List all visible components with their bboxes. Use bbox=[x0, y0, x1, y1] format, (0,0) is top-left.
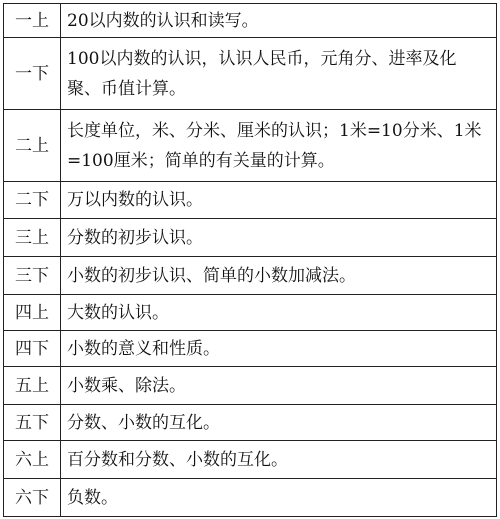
table-row bbox=[4, 4, 497, 38]
grade-cell: 四上 bbox=[4, 295, 61, 331]
grade-cell: 三下 bbox=[4, 257, 61, 295]
table-row bbox=[4, 405, 497, 441]
curriculum-table bbox=[3, 3, 497, 517]
grade-cell: 五上 bbox=[4, 367, 61, 405]
content-cell: 负数。 bbox=[61, 479, 497, 517]
grade-cell: 五下 bbox=[4, 405, 61, 441]
table-row bbox=[4, 182, 497, 219]
content-cell: 20以内数的认识和读写。 bbox=[61, 4, 497, 38]
table-row bbox=[4, 257, 497, 295]
table-row bbox=[4, 331, 497, 367]
content-cell: 百分数和分数、小数的互化。 bbox=[61, 441, 497, 479]
grade-cell: 一上 bbox=[4, 4, 61, 38]
grade-cell: 一下 bbox=[4, 38, 61, 110]
grade-cell: 四下 bbox=[4, 331, 61, 367]
content-cell: 100以内数的认识，认识人民币，元角分、进率及化聚、币值计算。 bbox=[61, 38, 497, 110]
table-row bbox=[4, 295, 497, 331]
table-row bbox=[4, 38, 497, 110]
content-cell: 大数的认识。 bbox=[61, 295, 497, 331]
table-row bbox=[4, 479, 497, 517]
grade-cell: 六下 bbox=[4, 479, 61, 517]
table-row bbox=[4, 441, 497, 479]
grade-cell: 三上 bbox=[4, 219, 61, 257]
content-cell: 万以内数的认识。 bbox=[61, 182, 497, 219]
content-cell: 小数的意义和性质。 bbox=[61, 331, 497, 367]
grade-cell: 二下 bbox=[4, 182, 61, 219]
table-row bbox=[4, 219, 497, 257]
table-row bbox=[4, 110, 497, 182]
content-cell: 小数乘、除法。 bbox=[61, 367, 497, 405]
content-cell: 分数、小数的互化。 bbox=[61, 405, 497, 441]
grade-cell: 二上 bbox=[4, 110, 61, 182]
content-cell: 分数的初步认识。 bbox=[61, 219, 497, 257]
content-cell: 长度单位，米、分米、厘米的认识；1米=10分米、1米=100厘米；简单的有关量的计算。 bbox=[61, 110, 497, 182]
grade-cell: 六上 bbox=[4, 441, 61, 479]
content-cell: 小数的初步认识、简单的小数加减法。 bbox=[61, 257, 497, 295]
table-row bbox=[4, 367, 497, 405]
